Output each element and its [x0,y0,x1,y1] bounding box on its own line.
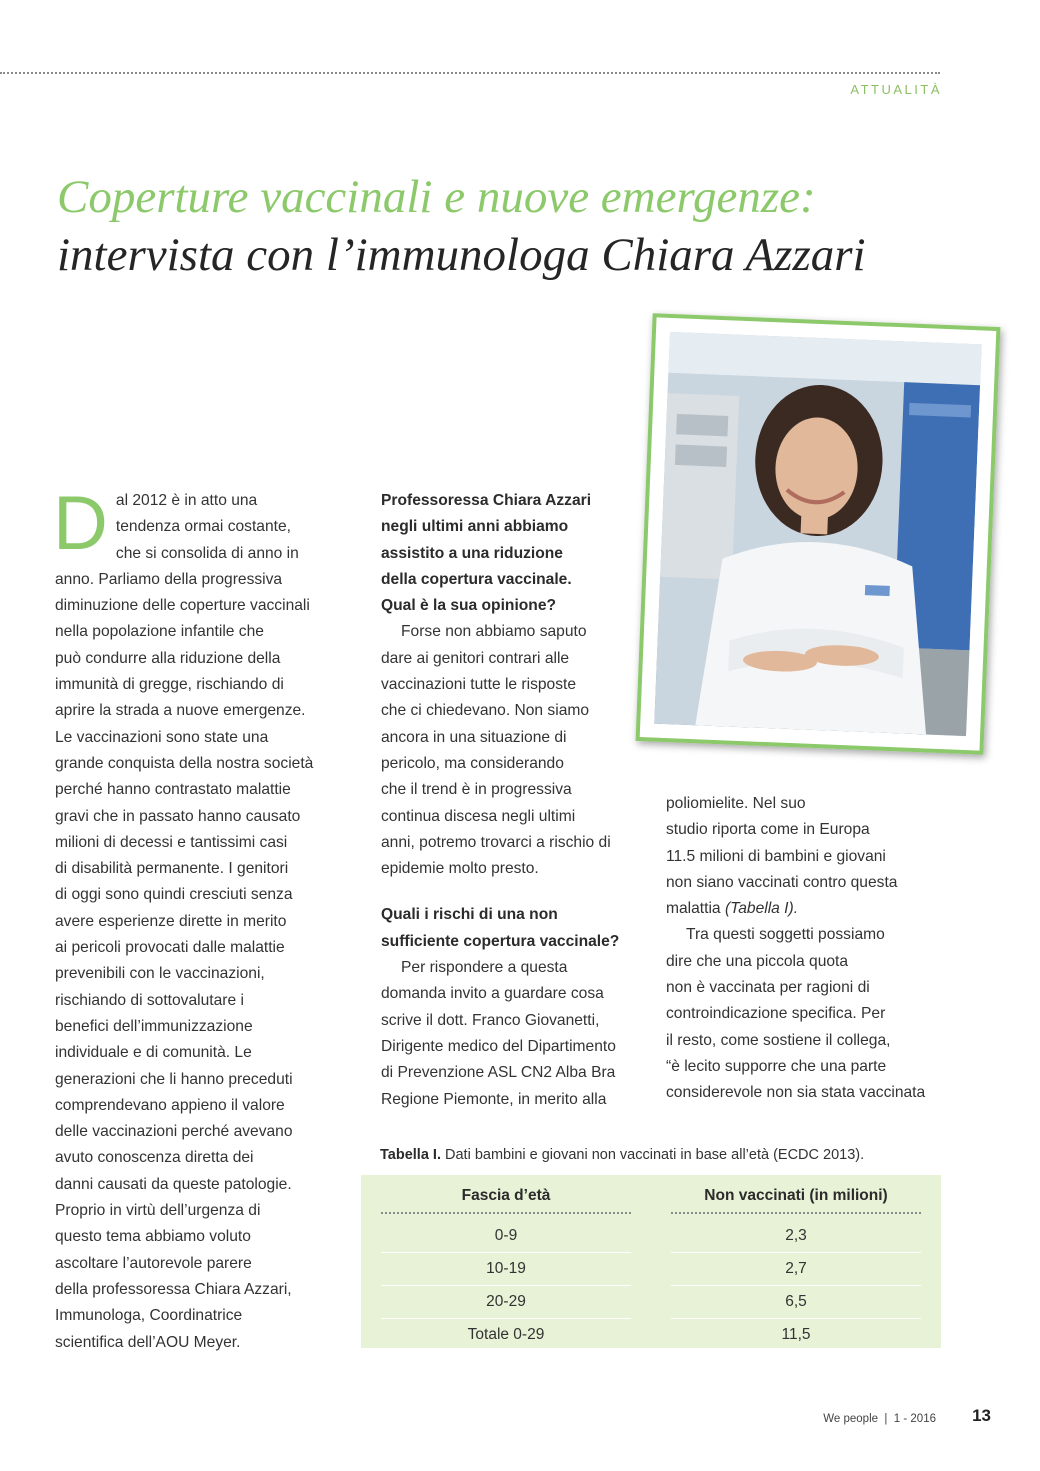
text-line: ai pericoli provocati dalle malattie [55,939,285,957]
table-reference-line [666,896,946,922]
text-line: danni causati da queste patologie. [55,1175,292,1193]
text-line: che si consolida di anno in [115,544,299,562]
text-line: tendenza ormai costante, [115,518,291,536]
text-line: può condurre alla riduzione della [55,649,281,667]
text-line: Proprio in virtù dell’urgenza di [55,1202,261,1220]
header-rule-2 [671,1212,921,1214]
title-line-2: intervista con l’immunologa Chiara Azzari [57,229,866,281]
continuation-column [666,791,946,1107]
table-cell-value: 6,5 [785,1293,807,1310]
answer-line: vaccinazioni tutte le risposte [381,676,577,694]
answer-line: che ci chiedevano. Non siamo [381,702,590,720]
portrait-photo-frame [636,313,1001,755]
answer-line: anni, potremo trovarci a rischio di [381,833,611,851]
text-line: il resto, come sostiene il collega, [666,1031,891,1049]
text-line: Immunologa, Coordinatrice [55,1307,243,1325]
table-cell-value: 2,7 [785,1260,807,1277]
answer-line: di Prevenzione ASL CN2 Alba Bra [381,1064,616,1082]
table-cell-age: 10-19 [486,1260,526,1277]
text-line: aprire la strada a nuove emergenze. [55,702,306,720]
text-line: 11.5 milioni di bambini e giovani [666,847,886,865]
answer-line: dare ai genitori contrari alle [381,649,570,667]
text-line: comprendevano appieno il valore [55,1096,285,1114]
text-line: “è lecito supporre che una parte [666,1057,887,1075]
text-line: rischiando di sottovalutare i [55,991,244,1009]
text-line: scientifica dell’AOU Meyer. [55,1333,241,1351]
text-line: delle vaccinazioni perché avevano [55,1123,293,1141]
text-line: avere esperienze dirette in merito [55,912,287,930]
text-line: nella popolazione infantile che [55,623,264,641]
text-line: ascoltare l’autorevole parere [55,1254,252,1272]
intro-text [53,481,335,1356]
text-line: individuale e di comunità. Le [55,1044,252,1062]
table-cell-age: 20-29 [486,1293,526,1310]
table-cell-age: 0-9 [494,1227,518,1244]
text-line: della professoressa Chiara Azzari, [55,1280,292,1298]
text-line: di disabilità permanente. I genitori [55,860,289,878]
answer-line: ancora in una situazione di [381,728,567,746]
answer-line: Forse non abbiamo saputo [401,623,587,641]
ref-prefix: malattia [666,900,725,918]
text-line: questo tema abbiamo voluto [55,1228,251,1246]
table-cell-value: 2,3 [785,1227,807,1244]
title-line-1: Coperture vaccinali e nuove emergenze: [57,171,816,223]
continuation-text [666,791,946,896]
question-line: assistito a una riduzione [381,544,563,562]
data-table [361,1175,941,1348]
text-line: Le vaccinazioni sono state una [55,728,269,746]
question-2 [361,902,623,955]
question-1 [361,488,623,619]
text-line: Tra questi soggetti possiamo [686,926,885,944]
answer-line: Dirigente medico del Dipartimento [381,1037,616,1055]
question-line: della copertura vaccinale. [381,570,572,588]
question-line: negli ultimi anni abbiamo [381,518,569,536]
text-line: perché hanno contrastato malattie [55,781,291,799]
table-header-unvaccinated: Non vaccinati (in milioni) [704,1187,888,1204]
text-line: immunità di gregge, rischiando di [55,676,284,694]
answer-line: Regione Piemonte, in merito alla [381,1090,607,1108]
answer-2 [361,955,623,1113]
answer-line: epidemie molto presto. [381,860,539,878]
top-dotted-rule [0,72,940,74]
portrait-illustration [654,332,981,736]
text-line: gravi che in passato hanno causato [55,807,301,825]
answer-line: Per rispondere a questa [401,959,568,977]
text-line: studio riporta come in Europa [666,821,870,839]
text-line: avuto conoscenza diretta dei [55,1149,254,1167]
question-line: Professoressa Chiara Azzari [381,492,592,509]
page-number: 13 [972,1406,991,1425]
table-header-age: Fascia d’età [461,1187,551,1204]
text-line: non è vaccinata per ragioni di [666,979,870,997]
text-line: dire che una piccola quota [666,952,849,970]
answer-line: continua discesa negli ultimi [381,807,576,825]
answer-line: pericolo, ma considerando [381,754,564,772]
table-caption [380,1147,940,1163]
question-line: sufficiente copertura vaccinale? [381,932,620,950]
text-line: generazioni che li hanno preceduti [55,1070,293,1088]
interview-column [361,488,623,1113]
text-line: grande conquista della nostra società [55,754,314,772]
drop-cap: D [53,481,108,566]
answer-1 [361,619,623,882]
text-line: al 2012 è in atto una [115,492,258,509]
header-rule-1 [381,1212,631,1214]
question-line: Quali i rischi di una non [381,906,558,924]
article-title [57,168,977,284]
text-line: anno. Parliamo della progressiva [55,570,283,588]
text-line: benefici dell’immunizzazione [55,1017,253,1035]
question-line: Qual è la sua opinione? [381,597,557,615]
text-line: di oggi sono quindi cresciuti senza [55,886,293,904]
continuation-paragraph-2 [666,922,946,1106]
intro-column [53,481,335,1356]
table-reference: (Tabella I). [724,900,799,918]
footer-issue: We people | 1 - 2016 [823,1413,936,1425]
table-cell-age: Totale 0-29 [467,1326,545,1343]
text-line: prevenibili con le vaccinazioni, [55,965,265,983]
answer-line: scrive il dott. Franco Giovanetti, [381,1011,600,1029]
text-line: milioni di decessi e tantissimi casi [55,833,288,851]
table-cell-value: 11,5 [781,1326,811,1343]
text-line: non siano vaccinati contro questa [666,873,898,891]
table-caption-text: Dati bambini e giovani non vaccinati in base all’età (ECDC 2013). [440,1147,865,1163]
section-label: ATTUALITÀ [850,82,942,97]
answer-line: che il trend è in progressiva [381,781,572,799]
text-line: diminuzione delle coperture vaccinali [55,597,310,615]
text-line: poliomielite. Nel suo [666,795,806,812]
portrait-photo [654,332,981,736]
table-caption-label: Tabella I. [380,1147,441,1163]
answer-line: domanda invito a guardare cosa [381,985,604,1003]
text-line: considerevole non sia stata vaccinata [666,1084,926,1102]
text-line: controindicazione specifica. Per [666,1005,886,1023]
